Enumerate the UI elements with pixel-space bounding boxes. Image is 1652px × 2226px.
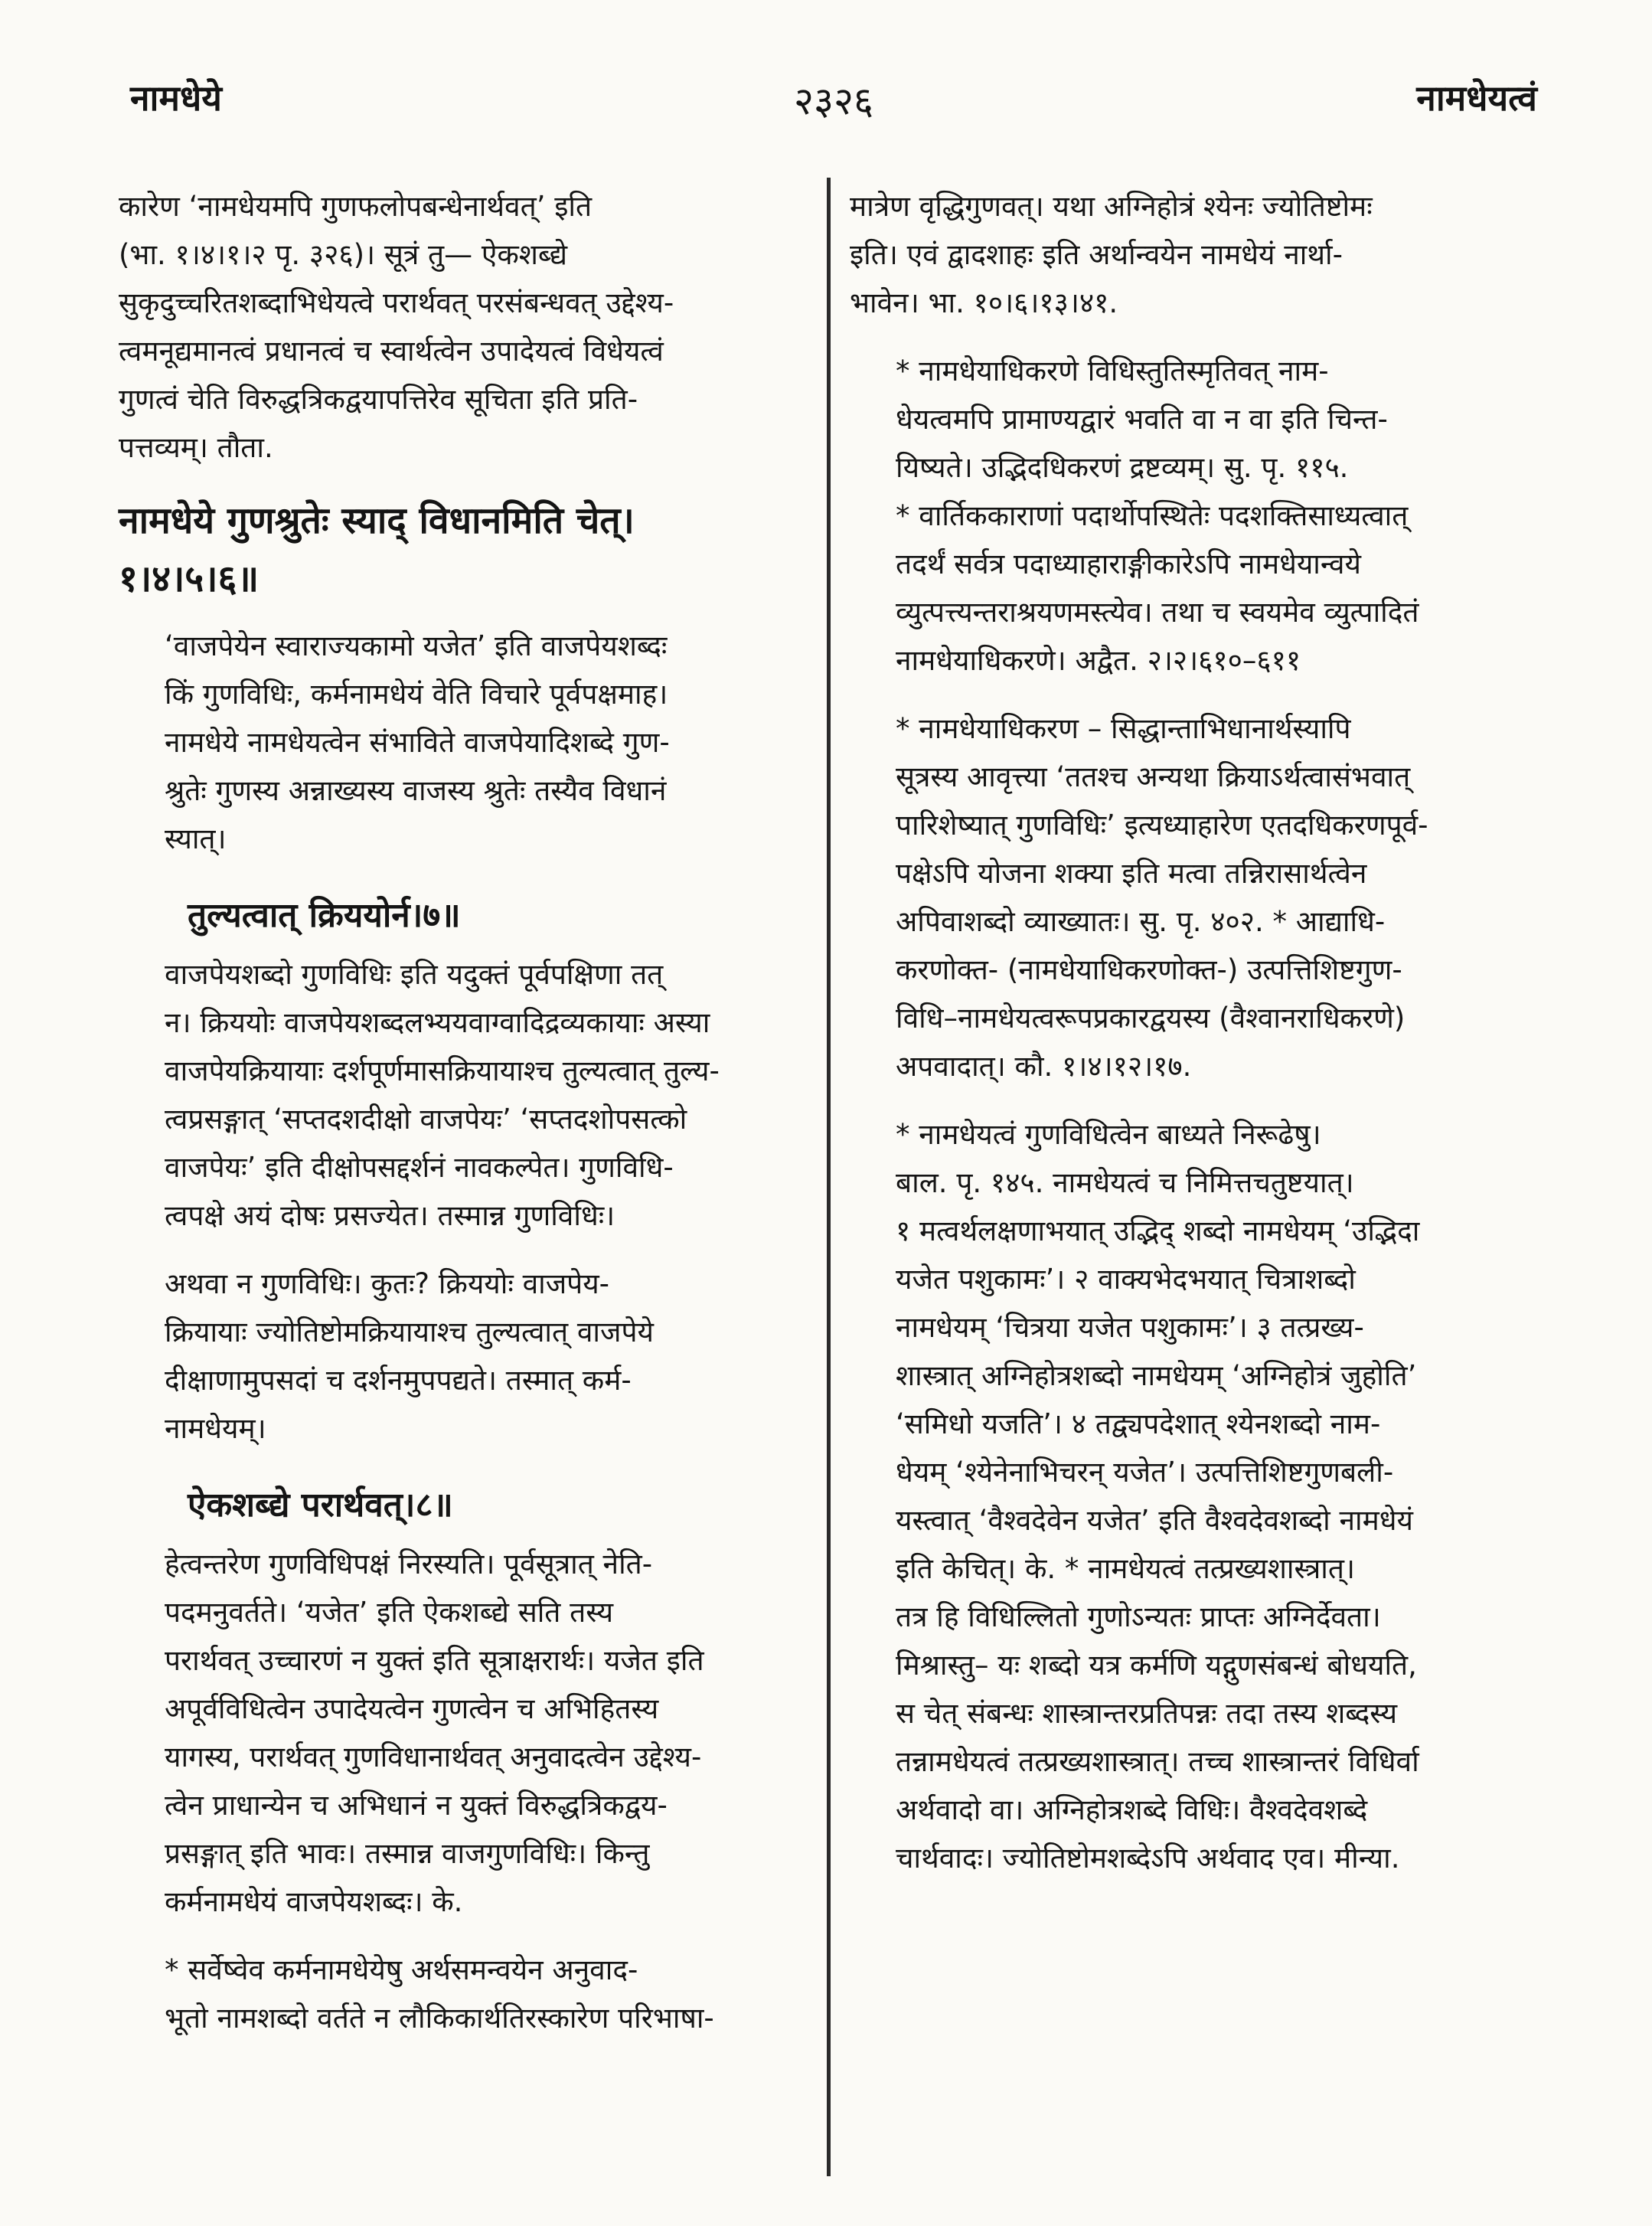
- text-line: मात्रेण वृद्धिगुणवत्। यथा अग्निहोत्रं श्येनः ज्योतिष्टोमः: [850, 190, 1373, 223]
- right-column: [850, 182, 1539, 1902]
- sutra-6-heading: [119, 492, 811, 608]
- header-right-word: नामधेयत्वं: [1416, 77, 1537, 119]
- text-line: नामधेयम्।: [165, 1412, 266, 1445]
- text-line: अपिवाशब्दो व्याख्यातः। सु. पृ. ४०२. * आद्याधि-: [896, 905, 1386, 938]
- text-line: शास्त्रात् अग्निहोत्रशब्दो नामधेयम् ‘अग्निहोत्रं जुहोति’: [896, 1359, 1417, 1392]
- text-line: पदमनुवर्तते। ‘यजेत’ इति ऐकशब्द्ये सति तस्य: [165, 1596, 614, 1629]
- text-line: नामधेये नामधेयत्वेन संभाविते वाजपेयादिशब्दे गुण-: [165, 726, 670, 759]
- text-line: तत्र हि विधिल्लितो गुणोऽन्यतः प्राप्तः अग्निर्देवता।: [896, 1600, 1381, 1633]
- text-line: ‘समिधो यजति’। ४ तद्व्यपदेशात् श्येनशब्दो नाम-: [896, 1407, 1381, 1440]
- text-line: तदर्थं सर्वत्र पदाध्याहाराङ्गीकारेऽपि नामधेयान्वये: [896, 548, 1361, 580]
- sutra-6-text: नामधेये गुणश्रुतेः स्याद् विधानमिति चेत्।: [119, 499, 635, 542]
- text-line: किं गुणविधिः, कर्मनामधेयं वेति विचारे पूर्वपक्षमाह।: [165, 678, 668, 711]
- text-line: यस्त्वात् ‘वैश्वदेवेन यजेत’ इति वैश्वदेवशब्दो नामधेयं: [896, 1504, 1413, 1537]
- text-line: धेयम् ‘श्येनेनाभिचरन् यजेत’। उत्पत्तिशिष्टगुणबली-: [896, 1456, 1394, 1489]
- text-line: श्रुतेः गुणस्य अन्नाख्यस्य वाजस्य श्रुतेः तस्यैव विधानं: [165, 774, 667, 807]
- text-line: यिष्यते। उद्भिदधिकरणं द्रष्टव्यम्। सु. पृ. ११५.: [896, 451, 1349, 484]
- left-para-5: [119, 1540, 811, 1926]
- text-line: भूतो नामशब्दो वर्तते न लौकिकार्थतिरस्कारेण परिभाषा-: [165, 2002, 714, 2035]
- text-line: * नामधेयत्वं गुणविधित्वेन बाध्यते निरूढेषु।: [896, 1118, 1321, 1151]
- text-line: * वार्तिककाराणां पदार्थोपस्थितेः पदशक्तिसाध्यत्वात्: [896, 499, 1409, 532]
- text-line: त्वपक्षे अयं दोषः प्रसज्येत। तस्मान्न गुणविधिः।: [165, 1199, 615, 1232]
- text-line: मिश्रास्तु– यः शब्दो यत्र कर्मणि यद्गुणसंबन्धं बोधयति,: [896, 1649, 1417, 1682]
- left-column: [119, 182, 811, 2062]
- text-line: अपवादात्। कौ. १।४।१२।१७.: [896, 1050, 1192, 1083]
- sutra-7-heading: तुल्यत्वात् क्रिययोर्न।७॥: [188, 896, 461, 935]
- right-para-4: [850, 1110, 1539, 1882]
- text-line: १ मत्वर्थलक्षणाभयात् उद्भिद् शब्दो नामधेयम् ‘उद्भिदा: [896, 1214, 1420, 1247]
- left-para-3: [119, 950, 811, 1240]
- sutra-6-number: १।४।५।६॥: [119, 557, 260, 600]
- left-para-6: [119, 1946, 811, 2042]
- text-line: क्रियायाः ज्योतिष्टोमक्रियायाश्च तुल्यत्वात् वाजपेये: [165, 1316, 654, 1348]
- text-line: इति। एवं द्वादशाहः इति अर्थान्वयेन नामधेयं नार्था-: [850, 238, 1343, 271]
- text-line: अर्थवादो वा। अग्निहोत्रशब्दे विधिः। वैश्वदेवशब्दे: [896, 1793, 1368, 1826]
- text-line: त्वेन प्राधान्येन च अभिधानं न युक्तं विरुद्धत्रिकद्वय-: [165, 1789, 668, 1822]
- text-line: नामधेयाधिकरणे। अद्वैत. २।२।६१०–६११: [896, 644, 1301, 677]
- text-line: प्रसङ्गात् इति भावः। तस्मान्न वाजगुणविधिः। किन्तु: [165, 1837, 650, 1870]
- text-line: त्वप्रसङ्गात् ‘सप्तदशदीक्षो वाजपेयः’ ‘सप्तदशोपसत्को: [165, 1103, 687, 1136]
- text-line: स्यात्।: [165, 822, 227, 855]
- text-line: धेयत्वमपि प्रामाण्यद्वारं भवति वा न वा इति चिन्त-: [896, 403, 1388, 436]
- text-line: करणोक्त- (नामधेयाधिकरणोक्त-) उत्पत्तिशिष्टगुण-: [896, 953, 1402, 986]
- text-line: इति केचित्। के. * नामधेयत्वं तत्प्रख्यशास्त्रात्।: [896, 1552, 1355, 1585]
- text-line: न। क्रिययोः वाजपेयशब्दलभ्ययवाग्वादिद्रव्यकायाः अस्या: [165, 1006, 710, 1039]
- text-line: बाल. पृ. १४५. नामधेयत्वं च निमित्तचतुष्टयात्।: [896, 1166, 1354, 1199]
- page-header: [130, 74, 1537, 135]
- text-line: पत्तव्यम्। तौता.: [119, 431, 273, 464]
- text-line: कारेण ‘नामधेयमपि गुणफलोपबन्धेनार्थवत्’ इति: [119, 190, 593, 223]
- text-line: व्युत्पत्त्यन्तराश्रयणमस्त्येव। तथा च स्वयमेव व्युत्पादितं: [896, 596, 1419, 629]
- text-line: सुकृदुच्चरितशब्दाभिधेयत्वे परार्थवत् परसंबन्धवत् उद्देश्य-: [119, 286, 674, 319]
- text-line: भावेन। भा. १०।६।१३।४१.: [850, 286, 1118, 319]
- text-line: वाजपेयक्रियायाः दर्शपूर्णमासक्रियायाश्च तुल्यत्वात् तुल्य-: [165, 1054, 720, 1087]
- text-line: त्वमनूद्यमानत्वं प्रधानत्वं च स्वार्थत्वेन उपादेयत्वं विधेयत्वं: [119, 335, 664, 368]
- text-line: (भा. १।४।१।२ पृ. ३२६)। सूत्रं तु— ऐकशब्द्ये: [119, 238, 568, 271]
- left-para-4: [119, 1260, 811, 1453]
- header-left-word: नामधेये: [130, 77, 222, 119]
- right-para-1: [850, 182, 1539, 327]
- text-line: कर्मनामधेयं वाजपेयशब्दः। के.: [165, 1885, 463, 1918]
- text-line: अपूर्वविधित्वेन उपादेयत्वेन गुणत्वेन च अभिहितस्य: [165, 1692, 659, 1725]
- text-line: अथवा न गुणविधिः। कुतः? क्रिययोः वाजपेय-: [165, 1267, 610, 1300]
- right-para-3: [850, 704, 1539, 1090]
- text-line: तन्नामधेयत्वं तत्प्रख्यशास्त्रात्। तच्च शास्त्रान्तरं विधिर्वा: [896, 1745, 1419, 1778]
- text-line: गुणत्वं चेति विरुद्धत्रिकद्वयापत्तिरेव सूचिता इति प्रति-: [119, 383, 638, 416]
- text-line: स चेत् संबन्धः शास्त्रान्तरप्रतिपन्नः तदा तस्य शब्दस्य: [896, 1697, 1398, 1730]
- page-number: २३२६: [794, 79, 873, 123]
- text-line: विधि–नामधेयत्वरूपप्रकारद्वयस्य (वैश्वानराधिकरणे): [896, 1002, 1406, 1035]
- text-line: ‘वाजपेयेन स्वाराज्यकामो यजेत’ इति वाजपेयशब्दः: [165, 629, 668, 662]
- text-line: पक्षेऽपि योजना शक्या इति मत्वा तन्निरासार्थत्वेन: [896, 857, 1367, 890]
- text-line: सूत्रस्य आवृत्त्या ‘ततश्च अन्यथा क्रियाऽर्थत्वासंभवात्: [896, 760, 1411, 793]
- text-line: वाजपेयशब्दो गुणविधिः इति यदुक्तं पूर्वपक्षिणा तत्: [165, 958, 664, 991]
- text-line: नामधेयम् ‘चित्रया यजेत पशुकामः’। ३ तत्प्रख्य-: [896, 1311, 1364, 1344]
- text-line: दीक्षाणामुपसदां च दर्शनमुपपद्यते। तस्मात् कर्म-: [165, 1364, 632, 1397]
- text-line: पारिशेष्यात् गुणविधिः’ इत्यध्याहारेण एतदधिकरणपूर्व-: [896, 809, 1428, 842]
- sutra-8-heading: ऐकशब्द्ये परार्थवत्।८॥: [188, 1486, 453, 1525]
- text-line: * नामधेयाधिकरणे विधिस्तुतिस्मृतिवत् नाम-: [896, 355, 1329, 387]
- text-line: यजेत पशुकामः’। २ वाक्यभेदभयात् चित्राशब्दो: [896, 1263, 1356, 1296]
- text-line: * सर्वेष्वेव कर्मनामधेयेषु अर्थसमन्वयेन अनुवाद-: [165, 1953, 638, 1986]
- text-line: चार्थवादः। ज्योतिष्टोमशब्देऽपि अर्थवाद एव। मीन्या.: [896, 1842, 1400, 1875]
- text-line: यागस्य, परार्थवत् गुणविधानार्थवत् अनुवादत्वेन उद्देश्य-: [165, 1741, 702, 1773]
- text-line: वाजपेयः’ इति दीक्षोपसद्दर्शनं नावकल्पेत। गुणविधि-: [165, 1151, 674, 1184]
- column-divider: [827, 178, 831, 2176]
- text-line: हेत्वन्तरेण गुणविधिपक्षं निरस्यति। पूर्वसूत्रात् नेति-: [165, 1548, 653, 1580]
- text-line: परार्थवत् उच्चारणं न युक्तं इति सूत्राक्षरार्थः। यजेत इति: [165, 1644, 704, 1677]
- left-para-2: [119, 622, 811, 863]
- right-para-2: [850, 347, 1539, 685]
- text-line: * नामधेयाधिकरण – सिद्धान्ताभिधानार्थस्यापि: [896, 712, 1351, 745]
- left-para-1: [119, 182, 811, 472]
